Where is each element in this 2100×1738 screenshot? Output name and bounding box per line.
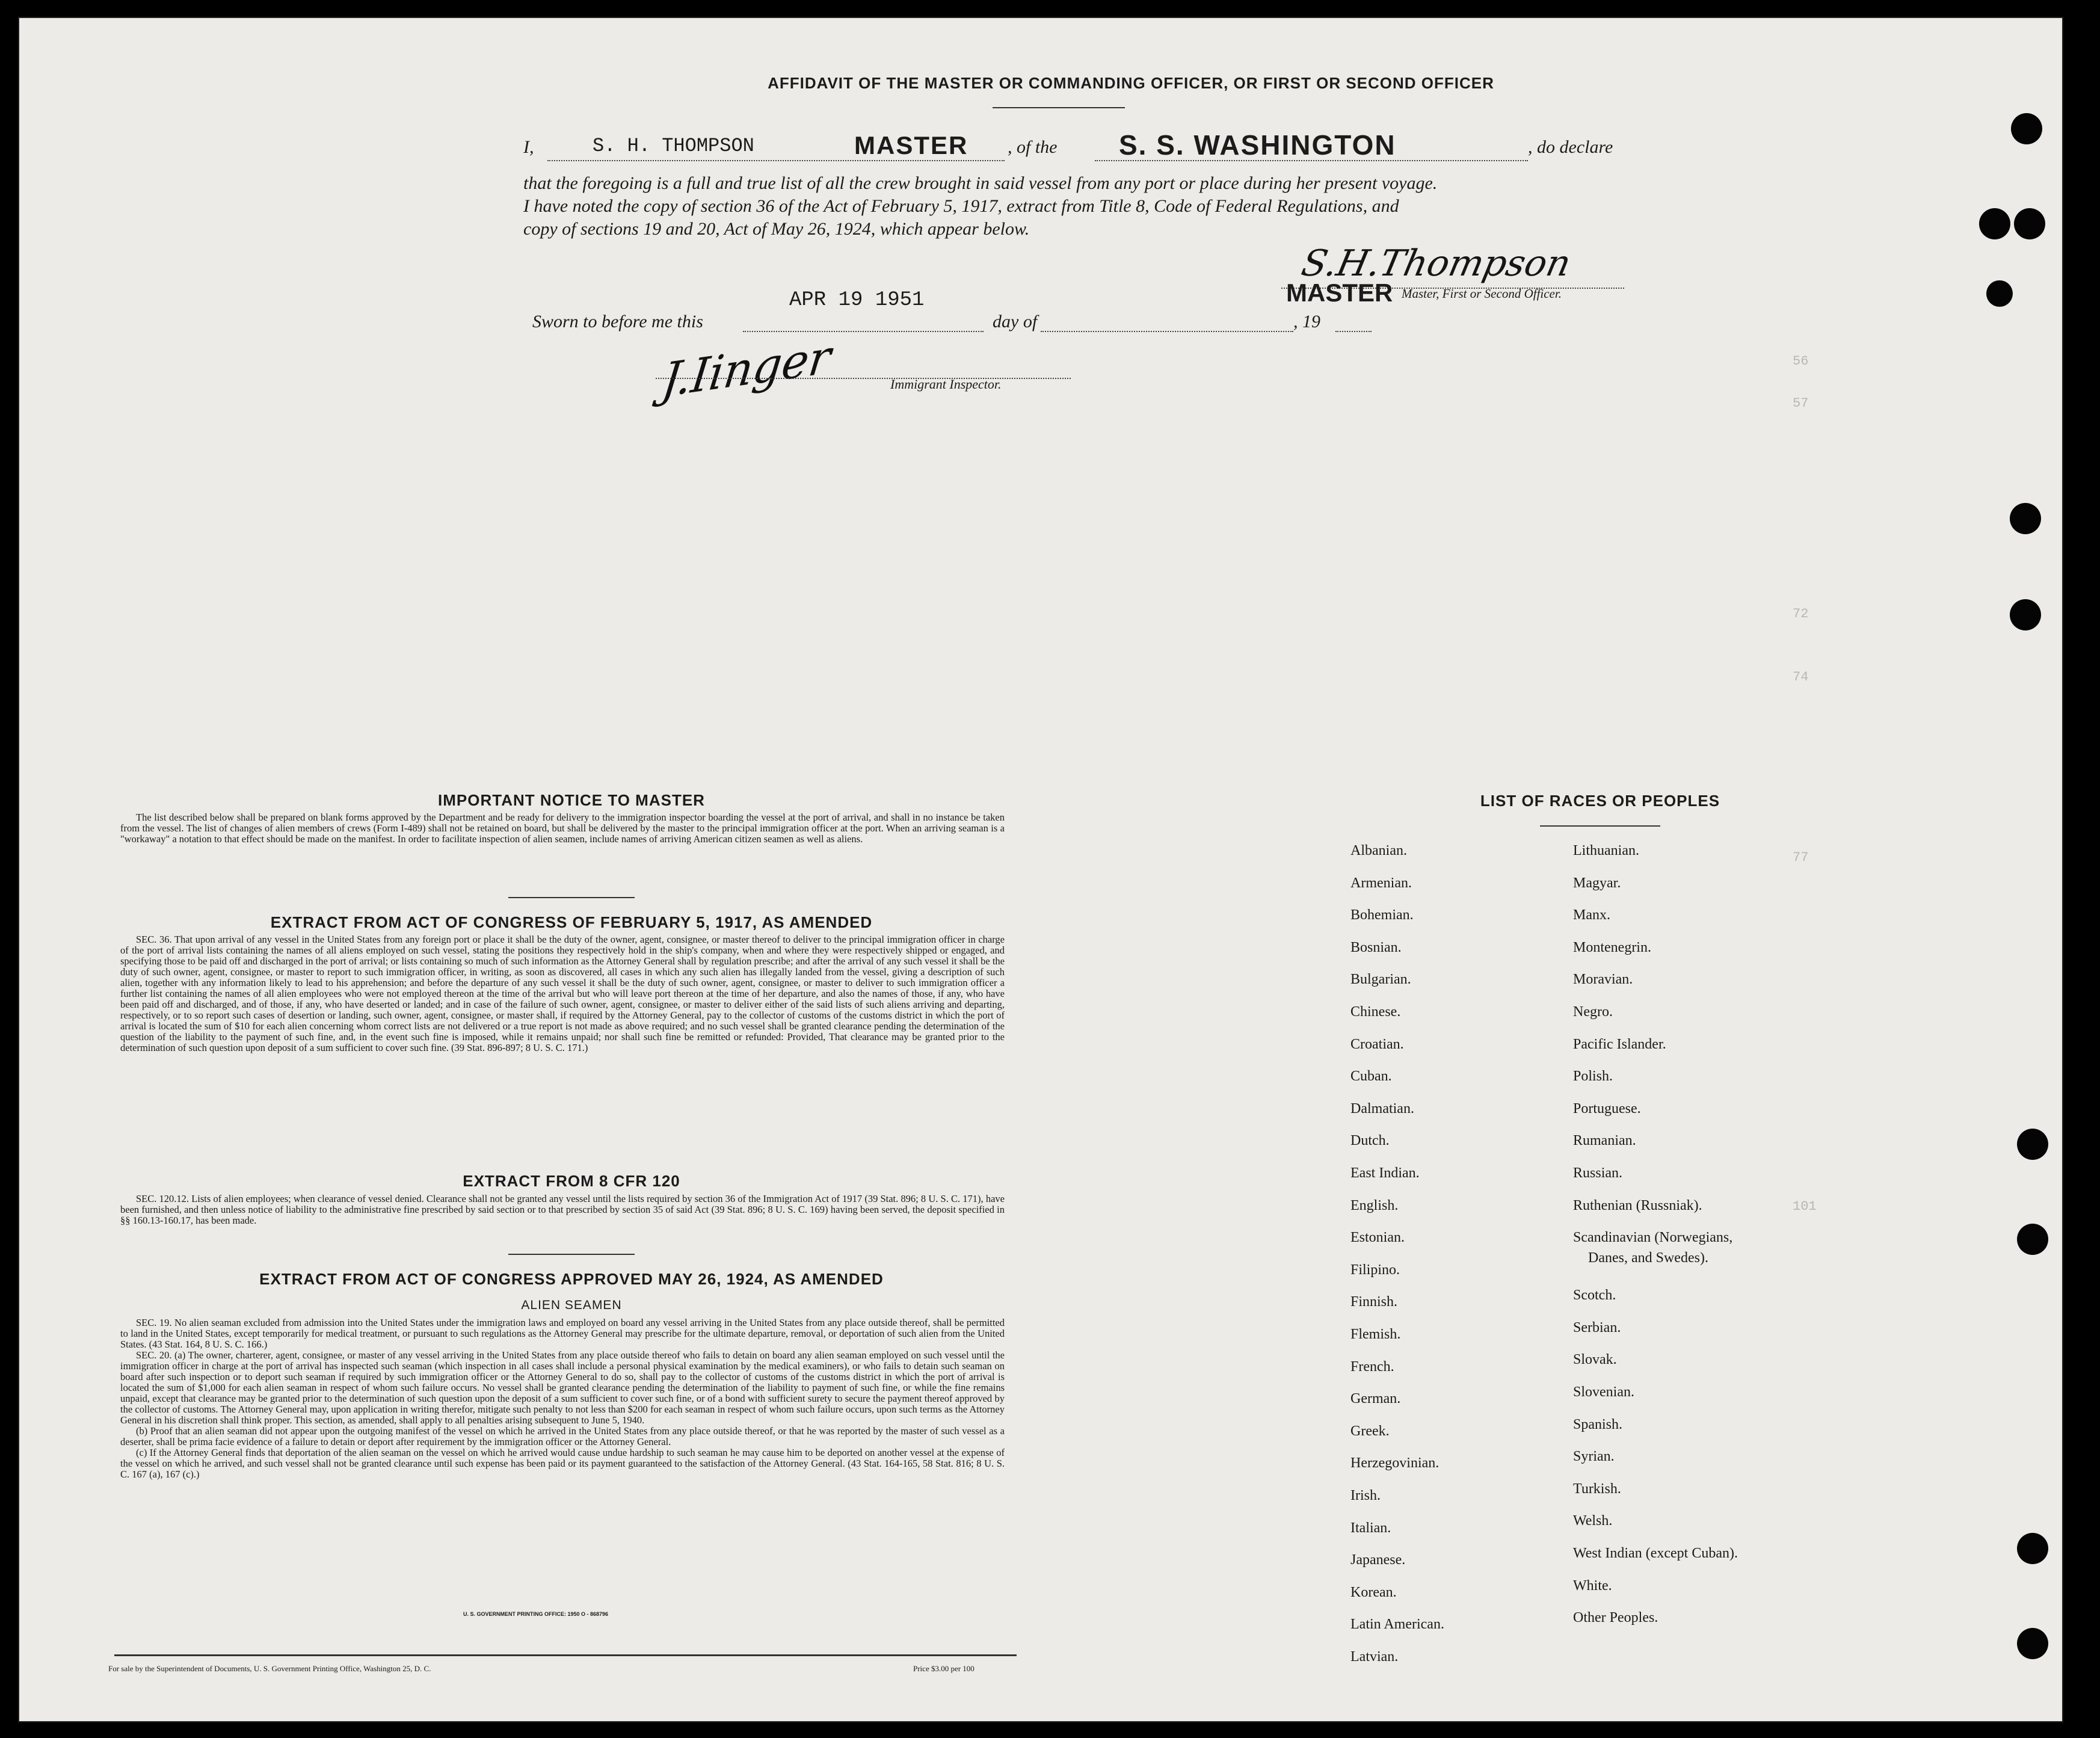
declaration-line-4: copy of sections 19 and 20, Act of May 26, 1924, which appear below.	[523, 219, 1030, 239]
race-entry: Greek.	[1350, 1423, 1390, 1439]
race-entry: Finnish.	[1350, 1294, 1398, 1310]
race-entry: Montenegrin.	[1573, 939, 1651, 955]
punch-hole	[2017, 1224, 2048, 1255]
extract-1917-title: EXTRACT FROM ACT OF CONGRESS OF FEBRUARY 5, 1917, AS AMENDED	[270, 913, 873, 931]
race-entry: Rumanian.	[1573, 1133, 1636, 1149]
race-entry: Other Peoples.	[1573, 1610, 1658, 1626]
race-entry: Syrian.	[1573, 1449, 1615, 1465]
race-entry: Latvian.	[1350, 1649, 1399, 1665]
race-entry: Bosnian.	[1350, 939, 1402, 955]
race-entry: Chinese.	[1350, 1004, 1401, 1020]
punch-hole	[2017, 1129, 2048, 1160]
race-entry: Scandinavian (Norwegians,	[1573, 1230, 1733, 1246]
sworn-date-blank	[743, 331, 984, 332]
race-entry: Herzegovinian.	[1350, 1455, 1440, 1471]
punch-hole	[1986, 280, 2013, 307]
race-entry: Negro.	[1573, 1004, 1613, 1020]
race-entry: Scotch.	[1573, 1287, 1616, 1304]
inspector-signature: J.Iinger	[659, 329, 834, 408]
race-entry: German.	[1350, 1391, 1401, 1407]
punch-hole	[2011, 113, 2042, 144]
race-entry: Russian.	[1573, 1165, 1623, 1181]
master-signature: S.H.Thompson	[1298, 242, 1575, 285]
races-divider	[1540, 825, 1660, 827]
stamp-date: APR 19 1951	[789, 289, 925, 312]
race-entry: Dalmatian.	[1350, 1100, 1414, 1117]
inspector-caption: Immigrant Inspector.	[890, 377, 1002, 392]
race-entry: Turkish.	[1573, 1481, 1621, 1497]
race-entry: Italian.	[1350, 1520, 1391, 1536]
sec-20a-paragraph: SEC. 20. (a) The owner, charterer, agent, consignee, or master of any vessel arriving in the United States from any place outside thereof who fails to detain on board any alien seaman employed on such vessel until the immigration officer in charge at the port of arrival has inspected such seaman (which inspection in all cases shall include a personal physical examination by the medical examiners), or who fails to detain such seaman on board after such inspection or to deport such seaman if required by such immigration officer or the Attorney General to do so, shall pay to the collector of customs of the customs district in which the port of arrival is located the sum of $1,000 for each alien seaman in respect of whom such failure occurs. No vessel shall be granted clearance pending the determination of the liability to payment of such fine, or while the fine remains unpaid, except that clearance may be granted prior to the determination of such question upon the deposit of a sum sufficient to cover such fine, or of a bond with sufficient surety to secure the payment thereof approved by the collector of customs. The Attorney General may, upon application in writing therefor, mitigate such penalty to not less than $200 for each seaman in respect of whom such failure occurs, upon such terms as the Attorney General in his discretion shall think proper. This section, as amended, shall apply to all penalties arising subsequent to June 5, 1940.	[120, 1349, 1005, 1426]
manifest-page	[18, 17, 2063, 1722]
notice-paragraph: The list described below shall be prepared on blank forms approved by the Department and be ready for delivery to the immigration inspector boarding the vessel at the port of arrival, and shall in no instance be taken from the vessel. The list of changes of alien members of crews (Form I-489) shall not be retained on board, but shall be delivered by the master to the principal immigration officer at the port. When an arriving seaman is a "workaway" a notation to that effect should be made on the manifest. In order to facilitate inspection of alien seamen, include names of arriving American citizen seamen as well as aliens.	[120, 812, 1005, 845]
name-blank	[547, 160, 1005, 161]
race-entry: Irish.	[1350, 1488, 1381, 1503]
race-entry: Slovak.	[1573, 1352, 1617, 1368]
race-entry: Dutch.	[1350, 1133, 1390, 1149]
race-entry: Polish.	[1573, 1068, 1613, 1085]
cfr-divider	[508, 1254, 635, 1255]
extract-1917-paragraph: SEC. 36. That upon arrival of any vessel in the United States from any foreign port or place it shall be the duty of the owner, agent, consignee, or master thereof to deliver to the principal immigration officer in charge of the port of arrival lists containing the names of all aliens employed on such vessel, stating the positions they respectively hold in the ship's company, when and where they were respectively shipped or engaged, and specifying those to be paid off and discharged in the port of arrival; or lists containing so much of such information as the Attorney General shall by regulation prescribe; and after the arrival of any such vessel it shall be the duty of such owner, agent, consignee, or master to report to such immigration officer, in writing, as soon as discovered, all cases in which any such alien has illegally landed from the vessel, giving a description of such alien, together with any information likely to lead to his apprehension; and before the departure of any such vessel it shall be the duty of such owner, agent, consignee, or master to deliver to such immigration officer a further list containing the names of all alien employees who were not employed thereon at the time of the arrival but who will leave port thereon at the time of her departure, and also the names of those, if any, who have been paid off and discharged, and of those, if any, who have deserted or landed; and in case of the failure of such owner, agent, consignee, or master to deliver either of the said lists of such aliens arriving and departing, respectively, or to so report such cases of desertion or landing, such owner, agent, consignee, or master shall, if required by the Attorney General, pay to the collector of customs of the customs district in which the port of arrival is located the sum of $10 for each alien concerning whom correct lists are not delivered or a true report is not made as above required; and no such vessel shall be granted clearance pending the determination of the question of the liability to the payment of such fine, and, in the event such fine is imposed, while it remains unpaid; nor shall such fine be remitted or refunded: Provided, That clearance may be granted prior to the determination of such question upon deposit of a sum sufficient to cover such fine. (39 Stat. 896-897; 8 U. S. C. 171.)	[120, 934, 1005, 1053]
footer-rule	[114, 1654, 1017, 1656]
declaration-line-3: I have noted the copy of section 36 of the Act of February 5, 1917, extract from Title 8, Code of Federal Regulations, and	[523, 196, 1399, 216]
race-entry: Cuban.	[1350, 1068, 1392, 1085]
punch-hole	[2017, 1628, 2048, 1659]
extract-cfr-paragraph: SEC. 120.12. Lists of alien employees; when clearance of vessel denied. Clearance shall not be granted any vessel until the lists required by section 36 of the Immigration Act of 1917 (39 Stat. 896; 8 U. S. C. 171), have been furnished, and then unless notice of liability to the administrative fine prescribed by said section or to that prescribed by section 35 of said Act (39 Stat. 896; 8 U. S. C. 169) having been served, the deposit specified in §§ 160.13-160.17, has been made.	[120, 1193, 1005, 1226]
sec-20b-paragraph: (b) Proof that an alien seaman did not appear upon the outgoing manifest of the vessel on which he arrived in the United States from any place outside thereof, or that he was reported by the master of such vessel as a deserter, shall be prima facie evidence of a failure to detain or deport after requirement by the immigration officer or the Attorney General.	[120, 1425, 1005, 1447]
year-blank	[1335, 331, 1372, 332]
race-entry: Ruthenian (Russniak).	[1573, 1197, 1702, 1213]
race-entry: Pacific Islander.	[1573, 1036, 1666, 1052]
race-entry: Danes, and Swedes).	[1588, 1250, 1708, 1266]
race-entry: Bohemian.	[1350, 907, 1414, 923]
declaration-line-2: that the foregoing is a full and true list of all the crew brought in said vessel from any port or place during her present voyage.	[523, 173, 1438, 193]
bleed-through-mark: 56	[1793, 354, 1809, 369]
races-title: LIST OF RACES OR PEOPLES	[1480, 792, 1720, 810]
notice-divider	[508, 897, 635, 898]
punch-hole	[2010, 503, 2041, 534]
alien-seamen-subtitle: ALIEN SEAMEN	[521, 1298, 622, 1312]
punch-hole	[2010, 599, 2041, 630]
race-entry: Korean.	[1350, 1584, 1397, 1600]
sec-19-paragraph: SEC. 19. No alien seaman excluded from admission into the United States under the immigration laws and employed on board any vessel arriving in the United States from any place outside thereof, shall be permitted to land in the United States, except temporarily for medical treatment, or pursuant to such regulations as the Attorney General may prescribe for the ultimate departure, removal, or deportation of such alien from the United States. (43 Stat. 164, 8 U. S. C. 166.)	[120, 1317, 1005, 1350]
officer-rank: MASTER	[854, 131, 968, 159]
bleed-through-mark: 101	[1793, 1199, 1817, 1214]
vessel-name: S. S. WASHINGTON	[1119, 129, 1396, 161]
extract-cfr-title: EXTRACT FROM 8 CFR 120	[463, 1172, 680, 1190]
notice-title: IMPORTANT NOTICE TO MASTER	[438, 791, 705, 809]
sworn-label: Sworn to before me this	[532, 312, 703, 331]
signer-caption: Master, First or Second Officer.	[1402, 286, 1562, 301]
bleed-through-mark: 77	[1793, 850, 1809, 865]
race-entry: Estonian.	[1350, 1230, 1405, 1246]
extract-1924-body	[120, 1317, 1005, 1480]
declaration-line-1	[523, 137, 534, 158]
race-entry: East Indian.	[1350, 1165, 1420, 1181]
notice-body	[120, 812, 1005, 845]
race-entry: Magyar.	[1573, 875, 1621, 891]
inspector-signature-line	[656, 378, 1071, 379]
declaration-i-label: I,	[523, 137, 534, 157]
officer-name: S. H. THOMPSON	[593, 135, 754, 157]
race-entry: Armenian.	[1350, 875, 1412, 891]
race-entry: Welsh.	[1573, 1513, 1613, 1529]
footer-price: Price $3.00 per 100	[913, 1664, 975, 1673]
race-entry: Bulgarian.	[1350, 972, 1411, 988]
day-of-label: day of	[993, 312, 1038, 331]
race-entry: Flemish.	[1350, 1327, 1401, 1342]
sec-20c-paragraph: (c) If the Attorney General finds that deportation of the alien seaman on the vessel on which he arrived would cause undue hardship to such seaman he may cause him to be deported on another vessel at the expense of the vessel on which he arrived, and such vessel shall not be granted clearance until such expense has been paid or its payment guaranteed to the satisfaction of the Attorney General. (43 Stat. 164-165, 58 Stat. 816; 8 U. S. C. 167 (a), 167 (c).)	[120, 1447, 1005, 1480]
race-entry: Croatian.	[1350, 1036, 1404, 1052]
year-prefix: , 19	[1293, 312, 1320, 331]
race-entry: Latin American.	[1350, 1616, 1444, 1633]
footer-sale-notice: For sale by the Superintendent of Documents, U. S. Government Printing Office, Washington 25, D. C.	[108, 1664, 431, 1673]
of-the-label: , of the	[1008, 137, 1058, 157]
race-entry: White.	[1573, 1577, 1612, 1594]
race-entry: Japanese.	[1350, 1552, 1406, 1568]
punch-hole	[2014, 208, 2045, 239]
race-entry: Manx.	[1573, 907, 1610, 923]
bleed-through-mark: 74	[1793, 670, 1809, 685]
month-blank	[1041, 331, 1293, 332]
race-entry: Moravian.	[1573, 972, 1633, 988]
race-entry: Serbian.	[1573, 1319, 1621, 1336]
printing-office-imprint: U. S. GOVERNMENT PRINTING OFFICE: 1950 O - 868796	[463, 1611, 609, 1617]
signer-rank: MASTER	[1286, 279, 1393, 307]
race-entry: Albanian.	[1350, 843, 1407, 858]
punch-hole	[2017, 1533, 2048, 1564]
extract-1917-body	[120, 934, 1005, 1053]
race-entry: Portuguese.	[1573, 1100, 1641, 1117]
extract-cfr-body	[120, 1194, 1005, 1226]
bleed-through-mark: 57	[1793, 396, 1809, 411]
extract-1924-title: EXTRACT FROM ACT OF CONGRESS APPROVED MAY 26, 1924, AS AMENDED	[259, 1270, 884, 1288]
race-entry: Spanish.	[1573, 1416, 1623, 1432]
bleed-through-mark: 72	[1793, 606, 1809, 621]
punch-hole	[1979, 208, 2010, 239]
affidavit-title: AFFIDAVIT OF THE MASTER OR COMMANDING OFFICER, OR FIRST OR SECOND OFFICER	[768, 74, 1494, 92]
race-entry: Filipino.	[1350, 1262, 1400, 1278]
race-entry: English.	[1350, 1197, 1399, 1213]
race-entry: Lithuanian.	[1573, 843, 1639, 858]
race-entry: Slovenian.	[1573, 1384, 1634, 1400]
do-declare-label: , do declare	[1528, 137, 1613, 157]
race-entry: French.	[1350, 1358, 1394, 1375]
race-entry: West Indian (except Cuban).	[1573, 1545, 1738, 1561]
title-divider	[993, 107, 1125, 108]
